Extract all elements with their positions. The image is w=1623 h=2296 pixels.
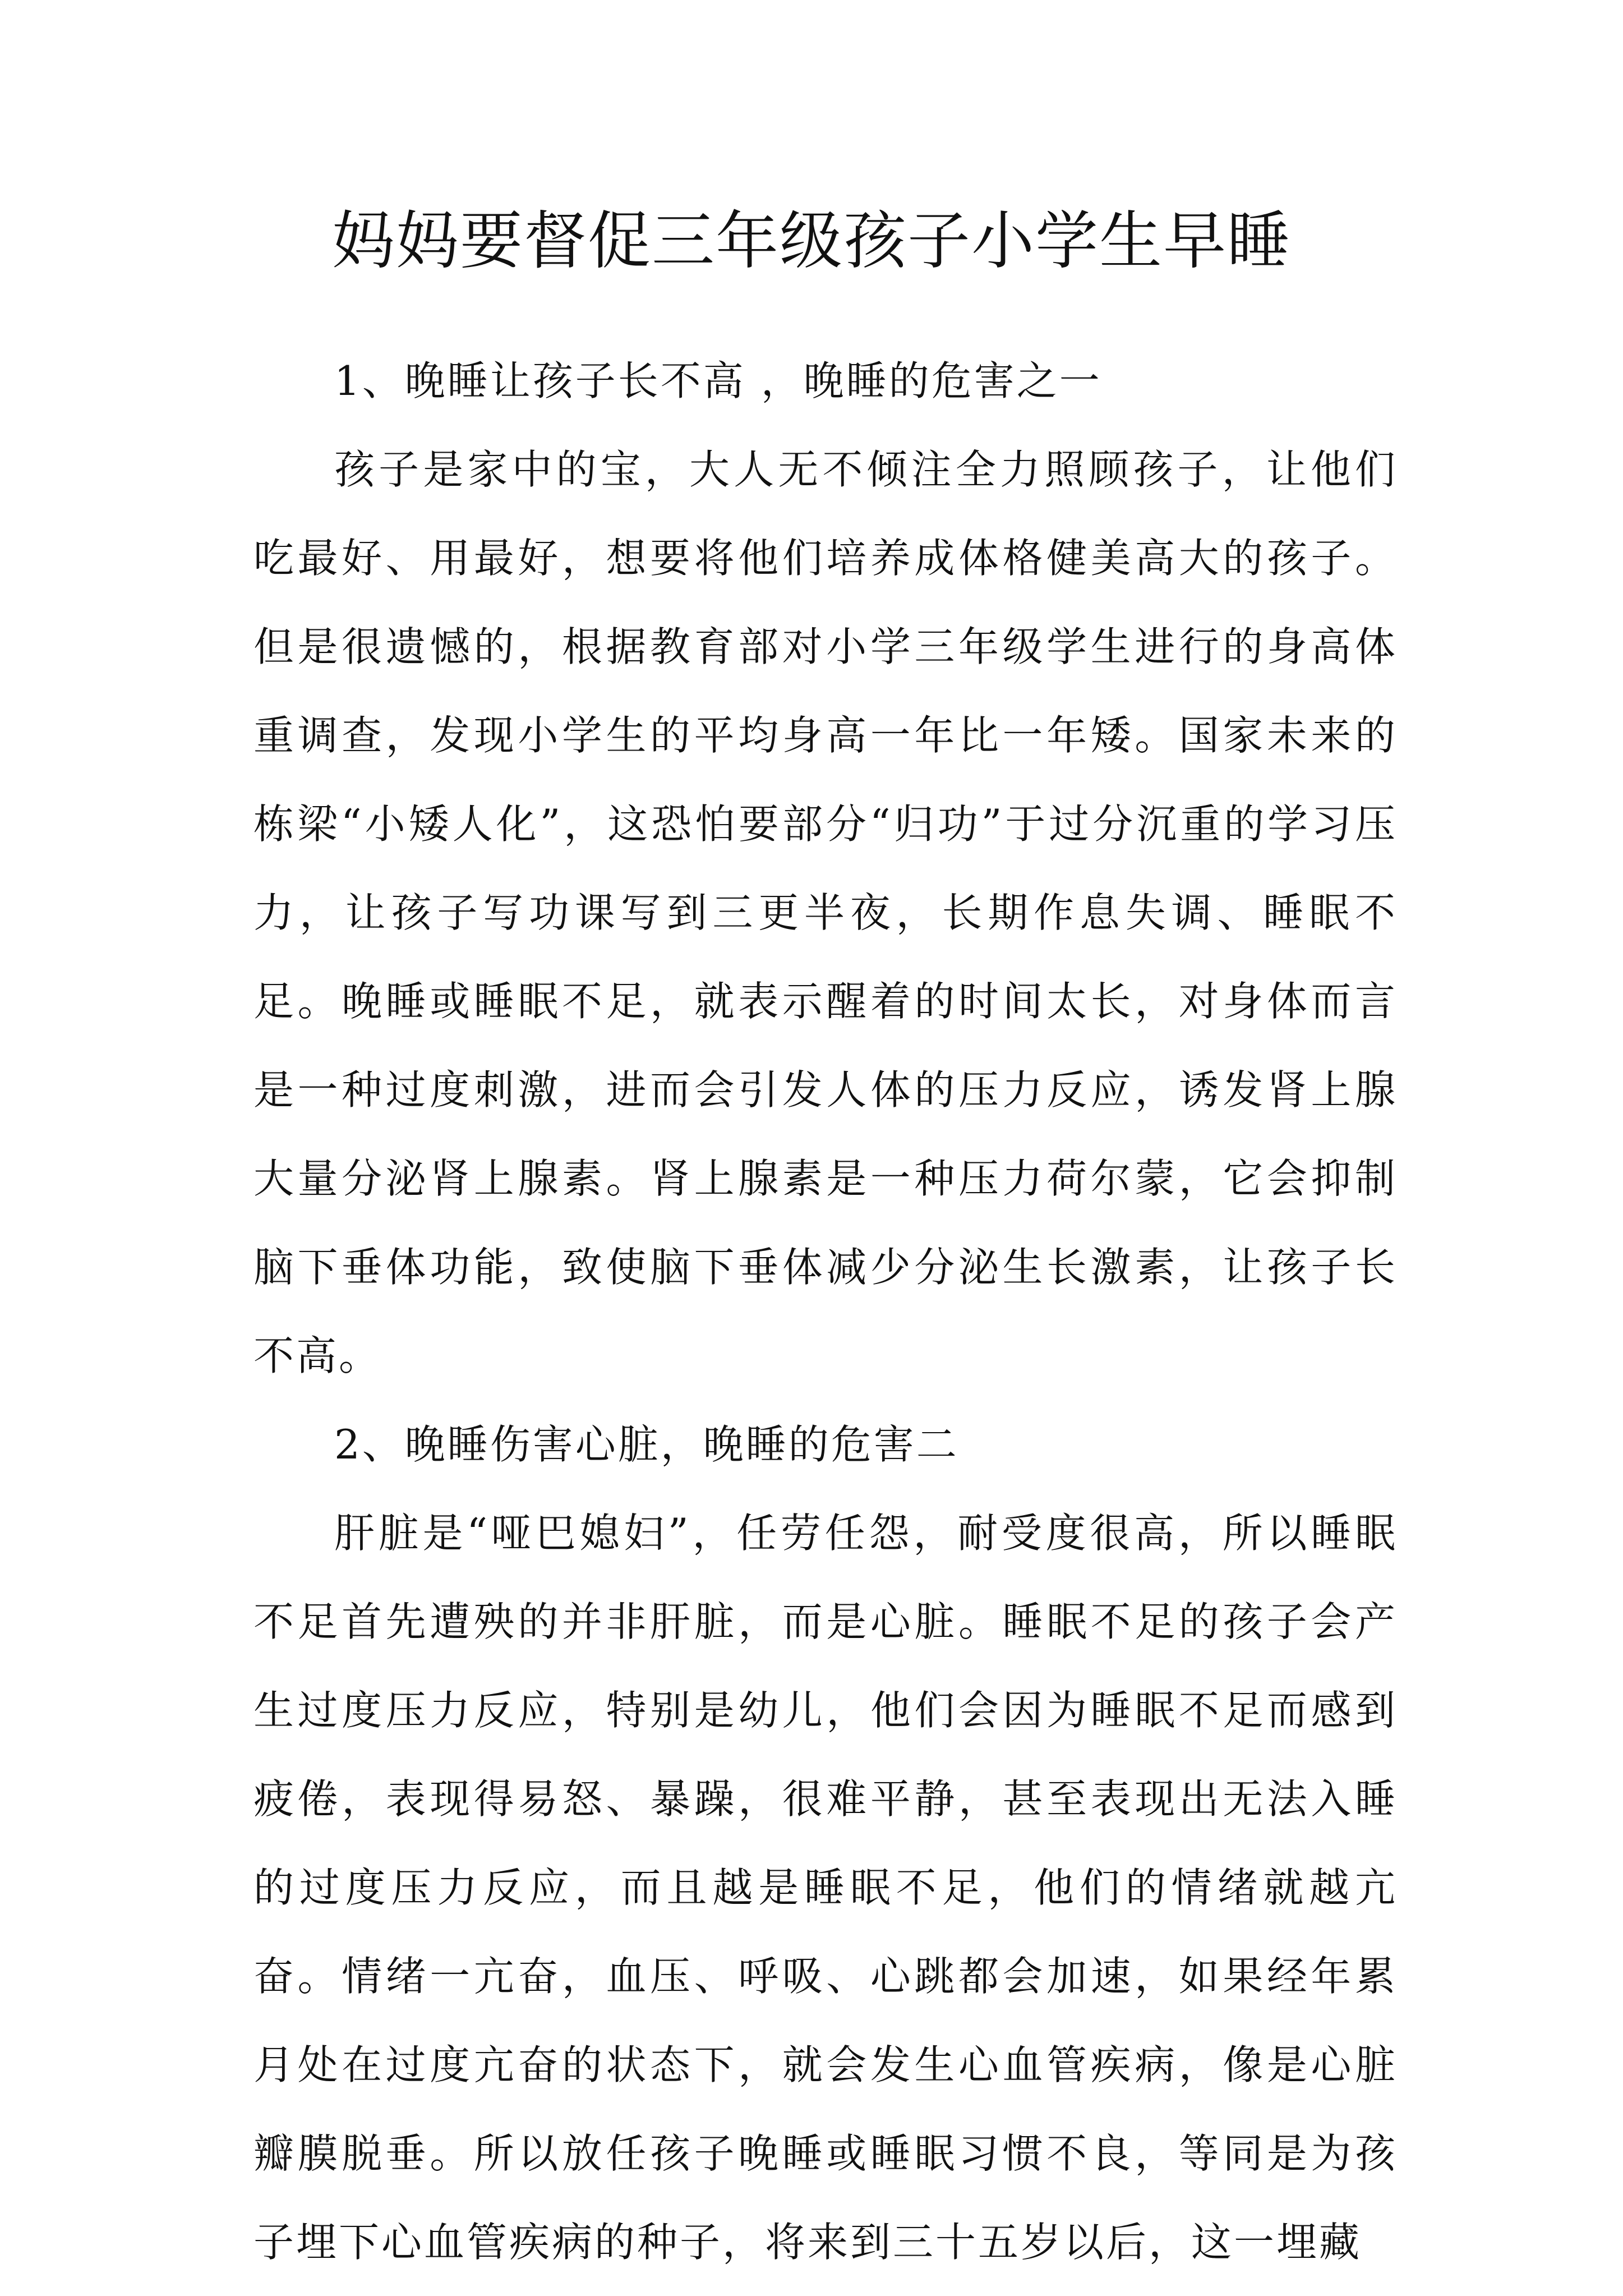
section-2-paragraph: 肝脏是“哑巴媳妇”，任劳任怨，耐受度很高，所以睡眠不足首先遭殃的并非肝脏，而是心脏。睡眠不足的孩子会产生过度压力反应，特别是幼儿，他们会因为睡眠不足而感到疲倦，表现得易怒、暴躁，很难平静，甚至表现出无法入睡的过度压力反应，而且越是睡眠不足，他们的情绪就越亢奋。情绪一亢奋，血压、呼吸、心跳都会加速，如果经年累月处在过度亢奋的状态下，就会发生心血管疾病，像是心脏瓣膜脱垂。所以放任孩子晚睡或睡眠习惯不良，等同是为孩子埋下心血管疾病的种子，将来到三十五岁以后，这一埋藏 [253, 1510, 1398, 2266]
section-1-paragraph: 孩子是家中的宝，大人无不倾注全力照顾孩子，让他们吃最好、用最好，想要将他们培养成体格健美高大的孩子。但是很遗憾的，根据教育部对小学三年级学生进行的身高体重调查，发现小学生的平均身高一年比一年矮。国家未来的栋梁“小矮人化”，这恐怕要部分“归功”于过分沉重的学习压力，让孩子写功课写到三更半夜，长期作息失调、睡眠不足。晚睡或睡眠不足，就表示醒着的时间太长，对身体而言是一种过度刺激，进而会引发人体的压力反应，诱发肾上腺大量分泌肾上腺素。肾上腺素是一种压力荷尔蒙，它会抑制脑下垂体功能，致使脑下垂体减少分泌生长激素，让孩子长不高。 [253, 446, 1398, 1379]
section-1-heading: 1、晚睡让孩子长不高 ，晚睡的危害之一 [334, 357, 1102, 404]
document-title: 妈妈要督促三年级孩子小学生早睡 [332, 205, 1291, 278]
document-body [253, 337, 1398, 2286]
section-2-heading: 2、晚睡伤害心脏，晚睡的危害二 [334, 1421, 959, 1468]
